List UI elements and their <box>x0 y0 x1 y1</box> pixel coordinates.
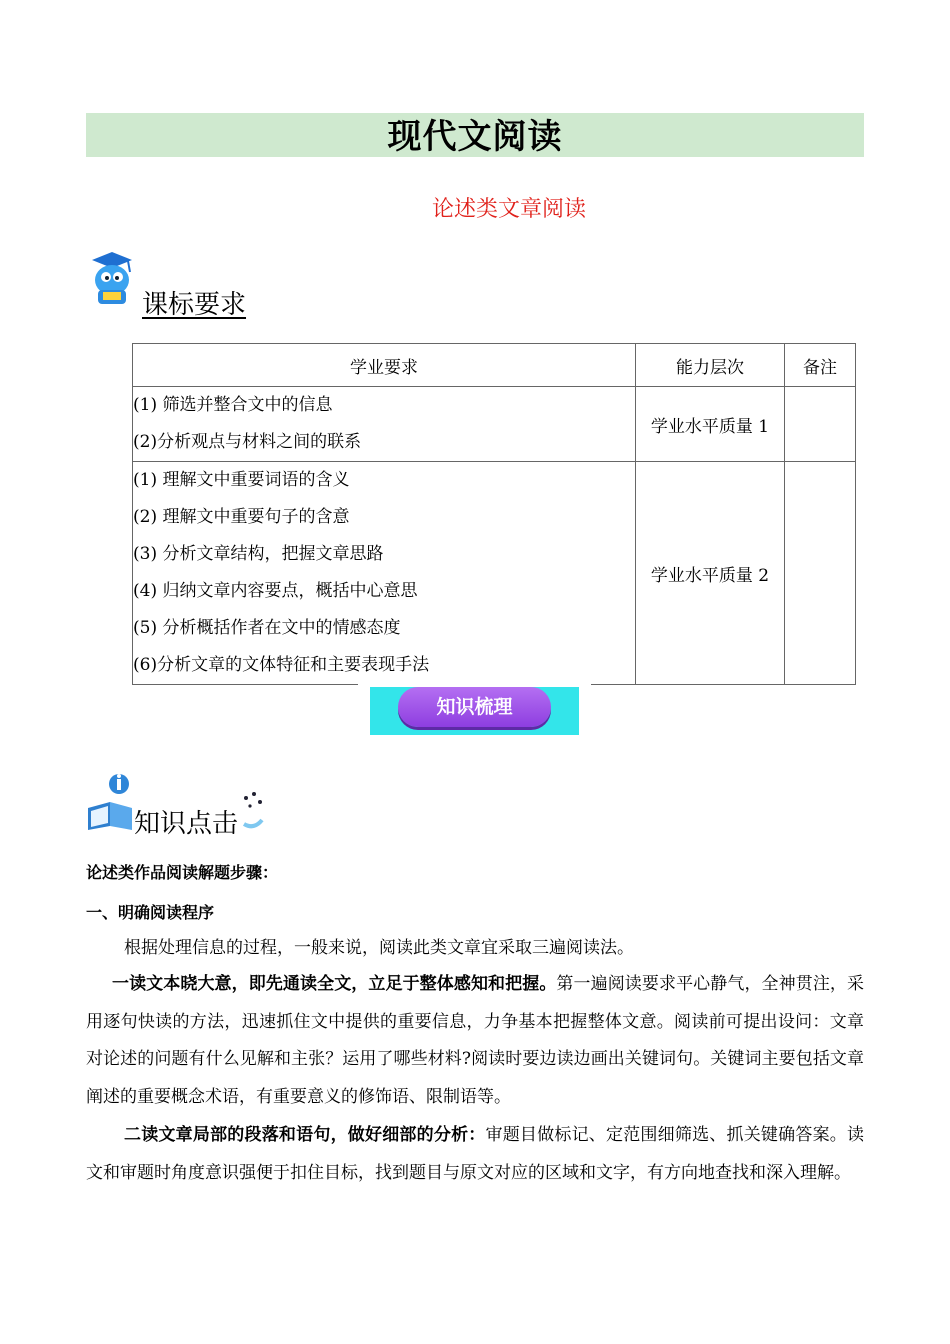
header-cell: 学业要求 <box>133 344 636 387</box>
level-cell: 学业水平质量 1 <box>636 387 785 462</box>
sparkle-icon <box>238 790 268 830</box>
requirement-item: (3) 分析文章结构，把握文章思路 <box>133 544 384 564</box>
header-cell: 能力层次 <box>636 344 785 387</box>
step1-line: 一、明确阅读程序 <box>86 903 215 922</box>
page-subtitle: 论述类文章阅读 <box>431 197 586 222</box>
table-header-row <box>133 344 856 387</box>
paragraph-2 <box>86 966 864 1116</box>
requirement-item: (4) 归纳文章内容要点，概括中心意思 <box>133 581 418 601</box>
requirement-item: (1) 筛选并整合文中的信息 <box>133 395 333 415</box>
requirement-item: (5) 分析概括作者在文中的情感态度 <box>133 618 401 638</box>
requirement-cell <box>133 462 636 685</box>
note-cell <box>785 387 856 462</box>
mascot-icon <box>86 250 138 306</box>
requirement-item: (2)分析观点与材料之间的联系 <box>133 432 362 452</box>
section-heading: 课标要求 <box>142 290 247 320</box>
requirements-table <box>132 343 856 685</box>
note-cell <box>785 462 856 685</box>
section-knowledge-points <box>86 770 306 840</box>
requirement-item: (1) 理解文中重要词语的含义 <box>133 470 350 490</box>
requirement-item: (6)分析文章的文体特征和主要表现手法 <box>133 655 430 675</box>
book-icon <box>86 770 136 832</box>
paragraph-1: 根据处理信息的过程，一般来说，阅读此类文章宜采取三遍阅读法。 <box>124 938 634 958</box>
paragraph-3 <box>86 1117 864 1192</box>
section-course-requirements <box>86 250 306 330</box>
table-row <box>133 387 856 462</box>
paragraph-3-bold: 二读文章局部的段落和语句，做好细部的分析： <box>124 1125 486 1145</box>
section-heading: 知识点击 <box>134 809 239 839</box>
page-title: 现代文阅读 <box>86 113 864 157</box>
level-cell: 学业水平质量 2 <box>636 462 785 685</box>
paragraph-2-rest: 第一遍阅读要求平心静气，全神贯注，采用逐句快读的方法，迅速抓住文中提供的重要信息，力争基本把握整体文意。阅读前可提出设问：文章对论述的问题有什么见解和主张？运用了哪些材料?阅读时要边读边画出关键词句。关键词主要包括文章阐述的重要概念术语，有重要意义的修饰语、限制语等。 <box>86 974 865 1107</box>
intro-line: 论述类作品阅读解题步骤： <box>86 863 279 882</box>
header-cell: 备注 <box>785 344 856 387</box>
knowledge-banner <box>370 681 579 735</box>
table-row <box>133 462 856 685</box>
requirement-cell <box>133 387 636 462</box>
steps-intro <box>86 860 864 883</box>
requirement-item: (2) 理解文中重要句子的含意 <box>133 507 350 527</box>
step-heading <box>86 900 864 923</box>
paragraph-2-bold: 一读文本晓大意，即先通读全文，立足于整体感知和把握。 <box>112 974 557 994</box>
banner-label: 知识梳理 <box>398 687 551 727</box>
paragraph-3-rest: 审题目做标记、定范围细筛选、抓关键确答案。读文和审题时角度意识强便于扣住目标，找到题目与原文对应的区域和文字，有方向地查找和深入理解。 <box>86 1125 864 1183</box>
